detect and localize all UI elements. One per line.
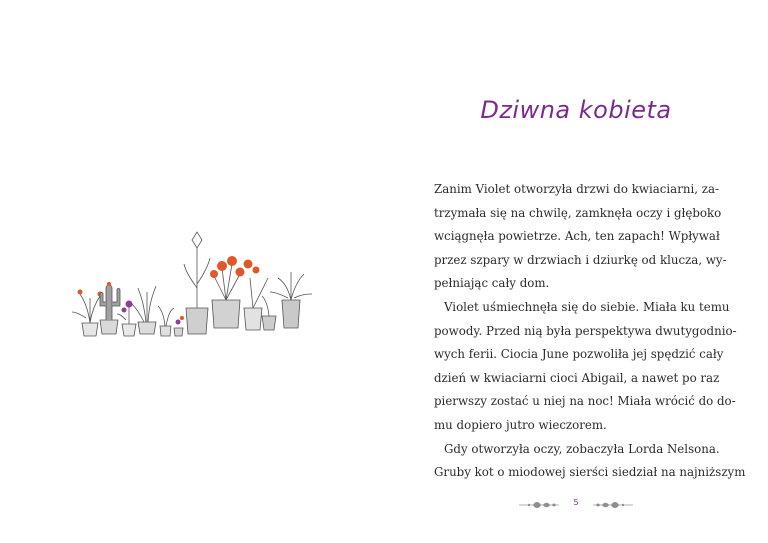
text-line: Gruby kot o miodowej sierści siedział na najniższym — [434, 465, 746, 480]
text-line: dzień w kwiaciarni cioci Abigail, a nawet po raz — [434, 370, 720, 385]
text-line: przez szpary w drzwiach i dziurkę od klucza, wy- — [434, 252, 727, 267]
left-ornament-icon — [519, 499, 561, 511]
text-line: powody. Przed nią była perspektywa dwutygodnio- — [434, 323, 737, 338]
text-line: mu dopiero jutro wieczorem. — [434, 417, 607, 432]
text-line: wciągnęła powietrze. Ach, ten zapach! Wpływał — [434, 229, 720, 244]
right-ornament-icon — [591, 499, 633, 511]
text-line: Violet uśmiechnęła się do siebie. Miała ku temu — [444, 299, 730, 314]
text-line: Gdy otworzyła oczy, zobaczyła Lorda Nelsona. — [444, 441, 720, 456]
right-page — [384, 0, 768, 543]
potted-plants-illustration — [62, 228, 318, 338]
plant-pot-1 — [72, 294, 100, 336]
text-line: pełniając cały dom. — [434, 276, 550, 291]
plant-pot-right — [244, 278, 276, 330]
red-flowers — [210, 256, 260, 278]
tall-plant-pot — [184, 232, 210, 334]
cactus-pot — [100, 282, 120, 334]
text-line: pierwszy zostać u niej na noc! Miała wrócić do do- — [434, 394, 736, 409]
text-line: trzymała się na chwilę, zamknęła oczy i głęboko — [434, 205, 722, 220]
small-pots — [158, 306, 184, 336]
plant-pot-far-right — [270, 272, 312, 328]
page-footer — [384, 498, 768, 514]
text-line: Zanim Violet otworzyła drzwi do kwiaciarni, za- — [434, 182, 719, 196]
body-text — [434, 178, 746, 485]
chapter-title: Dziwna kobieta — [480, 96, 672, 124]
page-number: 5 — [573, 498, 579, 507]
text-line: wych ferii. Ciocia June pozwoliła jej spędzić cały — [434, 347, 724, 362]
